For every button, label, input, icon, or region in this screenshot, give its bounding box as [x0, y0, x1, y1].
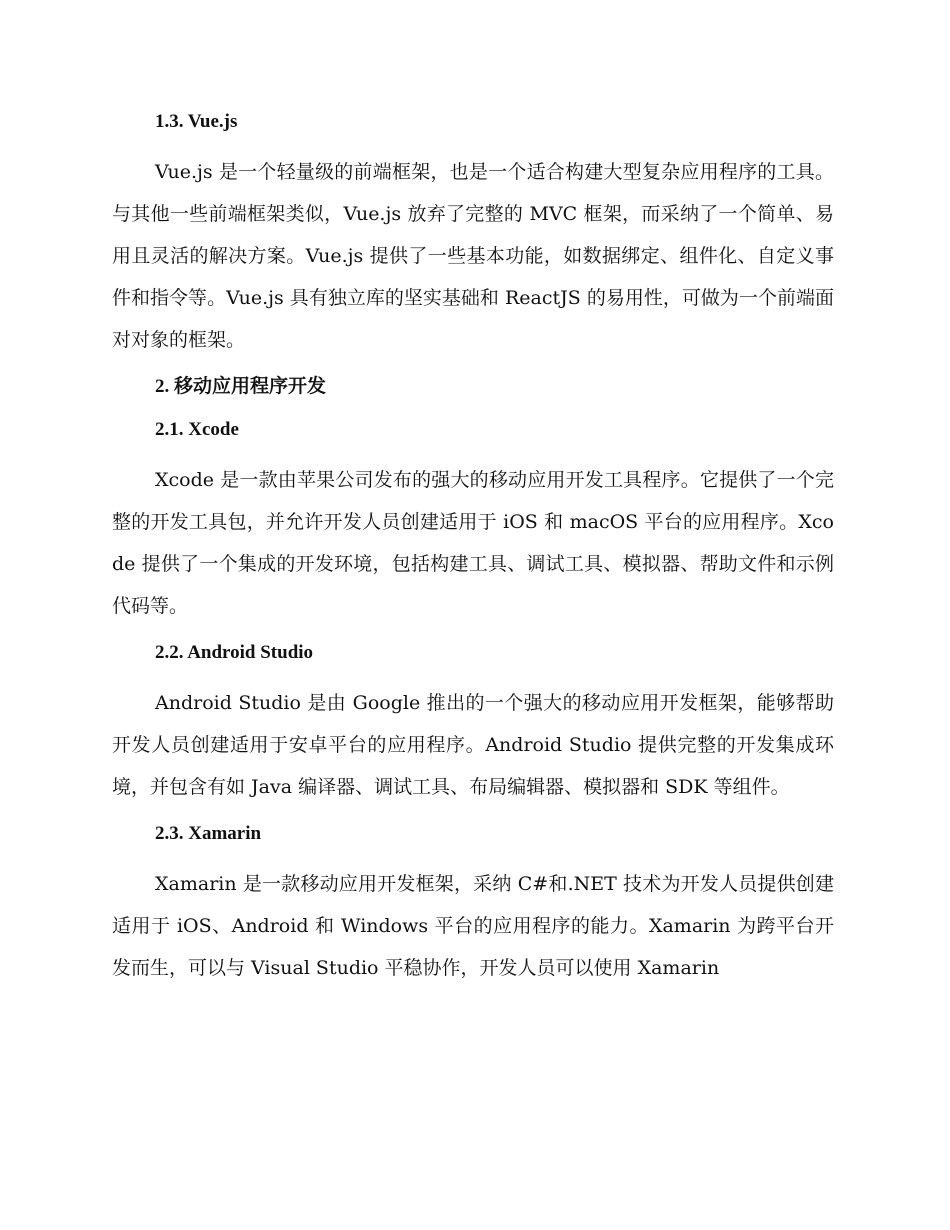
section-heading-xcode: 2.1. Xcode: [155, 419, 239, 440]
paragraph-xamarin: Xamarin 是一款移动应用开发框架，采纳 C#和.NET 技术为开发人员提供创建适用于 iOS、Android 和 Windows 平台的应用程序的能力。Xamarin 为跨平台开发而生，可以与 Visual Studio 平稳协作，开发人员可以使用 Xamarin: [112, 873, 834, 979]
paragraph-xcode: Xcode 是一款由苹果公司发布的强大的移动应用开发工具程序。它提供了一个完整的开发工具包，并允许开发人员创建适用于 iOS 和 macOS 平台的应用程序。Xcode 提供了一个集成的开发环境，包括构建工具、调试工具、模拟器、帮助文件和示例代码等。: [112, 469, 834, 617]
section-heading-android-studio: 2.2. Android Studio: [155, 642, 314, 663]
section-heading-xamarin: 2.3. Xamarin: [155, 823, 262, 844]
paragraph-android-studio: Android Studio 是由 Google 推出的一个强大的移动应用开发框架，能够帮助开发人员创建适用于安卓平台的应用程序。Android Studio 提供完整的开发集成环境，并包含有如 Java 编译器、调试工具、布局编辑器、模拟器和 SDK 等组件。: [112, 692, 834, 798]
paragraph-vuejs: Vue.js 是一个轻量级的前端框架，也是一个适合构建大型复杂应用程序的工具。与其他一些前端框架类似，Vue.js 放弃了完整的 MVC 框架，而采纳了一个简单、易用且灵活的解决方案。Vue.js 提供了一些基本功能，如数据绑定、组件化、自定义事件和指令等。Vue.js 具有独立库的坚实基础和 ReactJS 的易用性，可做为一个前端面对对象的框架。: [112, 161, 834, 351]
section-heading-vuejs: 1.3. Vue.js: [155, 111, 238, 132]
section-heading-mobile-dev: 2. 移动应用程序开发: [155, 376, 327, 397]
